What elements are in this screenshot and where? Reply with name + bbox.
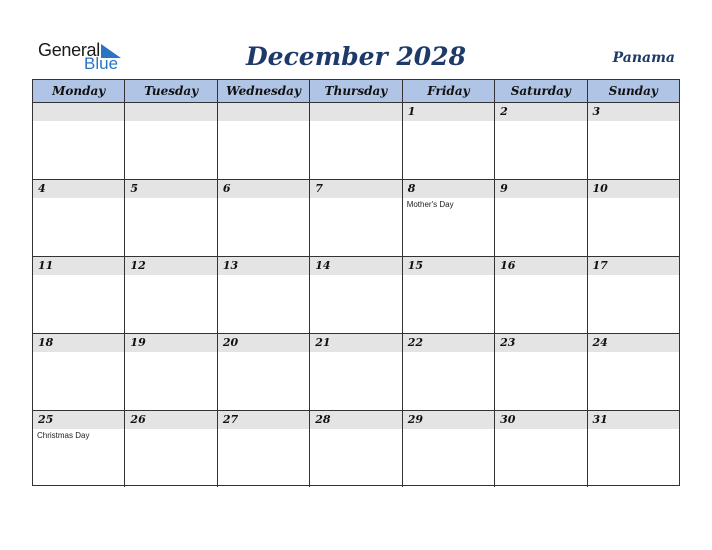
day-cell[interactable] (402, 411, 494, 487)
day-cell[interactable] (402, 257, 494, 333)
weekday-monday: Monday (52, 84, 106, 98)
day-number: 23 (500, 336, 516, 349)
day-number: 10 (592, 182, 608, 195)
weekday-tuesday: Tuesday (124, 80, 216, 102)
day-number: 1 (407, 105, 416, 118)
day-number: 15 (407, 259, 423, 272)
day-cell[interactable] (124, 334, 216, 410)
day-number: 27 (222, 413, 239, 426)
day-number: 14 (315, 259, 331, 272)
day-number: 13 (222, 259, 239, 272)
day-cell[interactable] (494, 257, 586, 333)
day-number: 30 (500, 413, 516, 426)
day-number-band (33, 103, 124, 121)
day-cell[interactable] (309, 411, 401, 487)
weekday-header-row (33, 80, 679, 103)
day-number: 22 (407, 336, 423, 349)
week-row (33, 180, 679, 257)
day-number: 19 (130, 336, 146, 349)
day-number: 8 (407, 182, 416, 195)
day-cell[interactable] (217, 180, 309, 256)
country-name: Panama (612, 50, 675, 66)
week-row (33, 334, 679, 411)
day-number: 12 (130, 259, 146, 272)
calendar-grid (32, 79, 680, 486)
day-cell[interactable] (217, 103, 309, 179)
day-cell[interactable] (124, 411, 216, 487)
day-cell[interactable] (33, 103, 124, 179)
day-cell[interactable] (309, 180, 401, 256)
week-row (33, 411, 679, 487)
calendar-title: December 2028 (245, 42, 466, 71)
day-cell[interactable] (33, 257, 124, 333)
day-cell[interactable] (587, 257, 679, 333)
weekday-wednesday: Wednesday (217, 80, 309, 102)
day-cell[interactable] (124, 257, 216, 333)
day-number: 25 (38, 413, 54, 426)
day-number: 3 (592, 105, 601, 118)
day-number-band (33, 180, 124, 198)
day-number: 11 (38, 259, 54, 272)
day-number: 17 (592, 259, 608, 272)
day-number-band (310, 180, 401, 198)
day-cell[interactable] (33, 411, 124, 487)
day-number: 26 (130, 413, 146, 426)
day-cell[interactable] (494, 180, 586, 256)
day-number-band (125, 180, 216, 198)
day-number-band (403, 180, 494, 198)
day-number-band (310, 103, 401, 121)
day-cell[interactable] (217, 411, 309, 487)
day-number: 24 (592, 336, 608, 349)
day-number: 16 (500, 259, 516, 272)
weeks-container (33, 103, 679, 487)
day-number-band (588, 103, 679, 121)
day-number: 29 (407, 413, 423, 426)
week-row (33, 257, 679, 334)
day-cell[interactable] (33, 334, 124, 410)
day-number-band (495, 103, 586, 121)
day-cell[interactable] (587, 103, 679, 179)
day-cell[interactable] (309, 257, 401, 333)
day-number: 6 (222, 182, 231, 195)
day-cell[interactable] (402, 103, 494, 179)
day-number-band (218, 180, 309, 198)
week-row (33, 103, 679, 180)
day-cell[interactable] (217, 334, 309, 410)
weekday-sunday: Sunday (587, 80, 679, 102)
day-number-band (403, 103, 494, 121)
day-cell[interactable] (124, 180, 216, 256)
day-number-band (495, 180, 586, 198)
day-number: 7 (315, 182, 323, 195)
holiday-label: Christmas Day (37, 431, 90, 440)
holiday-label: Mother's Day (406, 200, 454, 209)
logo-general-text: General (38, 40, 100, 60)
day-cell[interactable] (494, 334, 586, 410)
day-cell[interactable] (587, 180, 679, 256)
logo-blue-text: Blue (84, 54, 119, 73)
day-number-band (125, 103, 216, 121)
day-cell[interactable] (124, 103, 216, 179)
day-cell[interactable] (587, 334, 679, 410)
day-cell[interactable] (217, 257, 309, 333)
day-number: 20 (222, 336, 239, 349)
day-number: 4 (38, 182, 46, 195)
day-cell[interactable] (33, 180, 124, 256)
day-number: 21 (315, 336, 331, 349)
weekday-friday: Friday (402, 80, 494, 102)
weekday-saturday: Saturday (494, 80, 586, 102)
day-cell[interactable] (402, 180, 494, 256)
day-cell[interactable] (309, 334, 401, 410)
day-number: 2 (500, 105, 508, 118)
day-cell[interactable] (402, 334, 494, 410)
day-cell[interactable] (494, 103, 586, 179)
day-cell[interactable] (309, 103, 401, 179)
day-number: 18 (38, 336, 54, 349)
day-number-band (218, 103, 309, 121)
day-cell[interactable] (587, 411, 679, 487)
day-number: 9 (500, 182, 508, 195)
day-number: 5 (130, 182, 139, 195)
day-number: 28 (315, 413, 331, 426)
weekday-thursday: Thursday (309, 80, 401, 102)
day-cell[interactable] (494, 411, 586, 487)
day-number: 31 (592, 413, 608, 426)
